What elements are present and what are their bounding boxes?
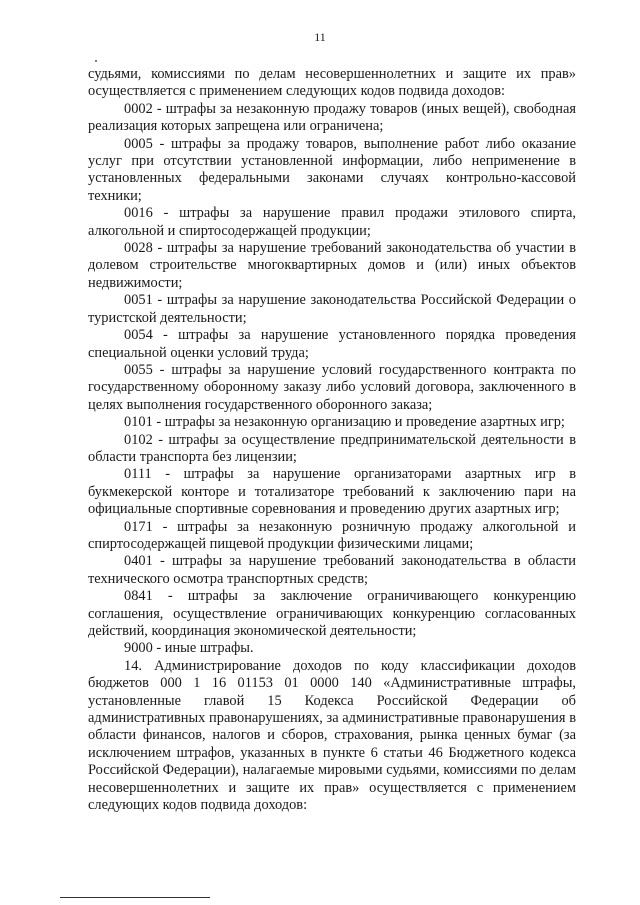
paragraph: 0016 - штрафы за нарушение правил продажи этилового спирта, алкогольной и спиртосодержащей продукции; — [88, 205, 576, 239]
paragraph: 0111 - штрафы за нарушение организаторами азартных игр в букмекерской конторе и тотализаторе требований к заключению пари на официальные спортивные соревнования и проведению других азартных игр; — [88, 466, 576, 518]
paragraph: 0101 - штрафы за незаконную организацию и проведение азартных игр; — [124, 414, 565, 431]
paragraph: 0002 - штрафы за незаконную продажу товаров (иных вещей), свободная реализация которых запрещена или ограничена; — [88, 100, 576, 135]
paragraph: 0028 - штрафы за нарушение требований законодательства об участии в долевом строительстве многоквартирных домов и (или) иных объектов недвижимости; — [88, 240, 576, 291]
paragraph: 0102 - штрафы за осуществление предпринимательской деятельности в области транспорта без лицензии; — [88, 431, 576, 465]
document-body — [88, 66, 576, 814]
paragraph: 0841 - штрафы за заключение ограничивающего конкуренцию соглашения, осуществление ограничивающих конкуренцию согласованных действий, координация экономической деятельности; — [88, 588, 576, 639]
footer-rule — [60, 897, 210, 898]
paragraph: 0171 - штрафы за незаконную розничную продажу алкогольной и спиртосодержащей пищевой продукции физическими лицами; — [88, 518, 576, 552]
paragraph: 0055 - штрафы за нарушение условий государственного контракта по государственному оборонному заказу либо условий договора, заключенного в целях выполнения государственного оборонного заказа; — [88, 361, 576, 413]
paragraph: 0054 - штрафы за нарушение установленного порядка проведения специальной оценки условий труда; — [88, 327, 576, 361]
paragraph: 9000 - иные штрафы. — [124, 640, 254, 657]
scan-speck — [95, 60, 97, 62]
paragraph: 0401 - штрафы за нарушение требований законодательства в области технического осмотра транспортных средств; — [88, 553, 576, 587]
paragraph: 0051 - штрафы за нарушение законодательства Российской Федерации о туристской деятельности; — [88, 292, 576, 326]
page-number: 11 — [314, 30, 326, 44]
paragraph: 14. Администрирование доходов по коду классификации доходов бюджетов 000 1 16 01153 01 0000 140 «Административные штрафы, установленные главой 15 Кодекса Российской Федерации об административных правонарушениях, за административные правонарушения в области финансов, налогов и сборов, страхования, рынка ценных бумаг (за исключением штрафов, указанных в пункте 6 статьи 46 Бюджетного кодекса Российской Федерации), налагаемые мировыми судьями, комиссиями по делам несовершеннолетних и защите их прав» осуществляется с применением следующих кодов подвида доходов: — [88, 657, 576, 814]
paragraph: 0005 - штрафы за продажу товаров, выполнение работ либо оказание услуг при отсутствии установленной информации, либо неприменение в установленных федеральными законами случаях контрольно-кассовой техники; — [88, 135, 576, 204]
paragraph: судьями, комиссиями по делам несовершеннолетних и защите их прав» осуществляется с применением следующих кодов подвида доходов: — [88, 66, 576, 100]
